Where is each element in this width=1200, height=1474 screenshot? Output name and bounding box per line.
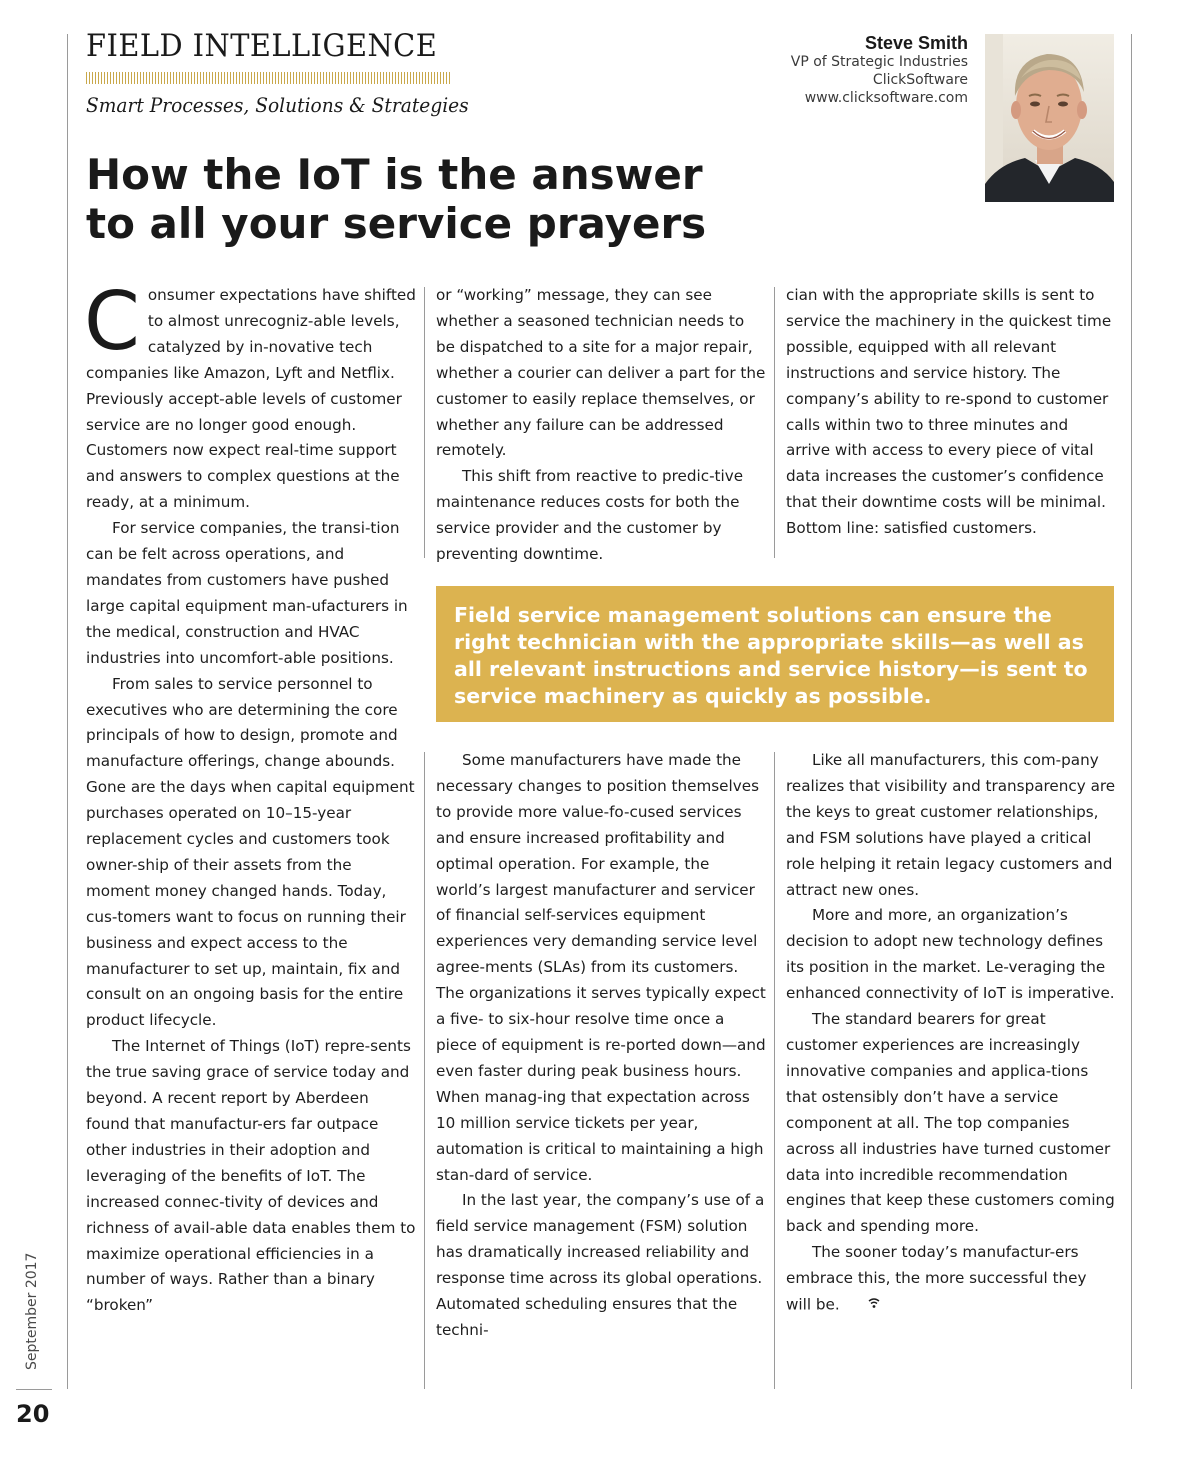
headline	[86, 150, 786, 248]
author-website: www.clicksoftware.com	[804, 90, 968, 106]
column-rule	[424, 752, 425, 1389]
paragraph: Some manufacturers have made the necessary changes to position themselves to provide more value-fo-cused services and ensure increased profitability and optimal operation. For example, the world’s largest manufacturer and servicer of financial self-services equipment experiences very demanding service level agree-ments (SLAs) from its customers. The organizations it serves typically expect a five- to six-hour resolve time once a piece of equipment is re-ported down—and even faster during peak business hours. When manag-ing that expectation across 10 million service tickets per year, automation is critical to maintaining a high stan-dard of service.	[436, 751, 766, 1184]
paragraph: This shift from reactive to predic-tive maintenance reduces costs for both the service provider and the customer by preventing downtime.	[436, 467, 744, 564]
issue-date: September 2017	[24, 1252, 40, 1370]
section-subtitle: Smart Processes, Solutions & Strategies	[86, 93, 469, 117]
column-rule	[424, 287, 425, 558]
author-block	[791, 33, 968, 107]
paragraph: From sales to service personnel to executives who are determining the core principals of how to design, promote and manufacture offerings, change abounds. Gone are the days when capital equipment purchases operated on 10–15-year replacement cycles and customers took owner-ship of their assets from the moment money changed hands. Today, cus-tomers want to focus on running their business and expect access to the manufacturer to set up, maintain, fix and consult on an ongoing basis for the entire product lifecycle.	[86, 674, 415, 1030]
author-portrait	[985, 34, 1114, 202]
author-title: VP of Strategic Industries	[790, 54, 968, 70]
drop-cap: C	[84, 275, 140, 368]
paragraph: The sooner today’s manufactur-ers embrace this, the more successful they will be.	[786, 1240, 1116, 1318]
paragraph: For service companies, the transi-tion can be felt across operations, and mandates from customers have pushed large capital equipment man-ufacturers in the medical, construction and HVAC industries into uncomfort-able positions.	[86, 519, 408, 667]
page-number-rule	[16, 1389, 52, 1390]
article-column-2-top	[436, 283, 766, 568]
section-title: FIELD INTELLIGENCE	[86, 28, 438, 64]
paragraph: Like all manufacturers, this com-pany realizes that visibility and transparency are the keys to great customer relationships, and FSM solutions have played a critical role helping it retain legacy customers and attract new ones.	[786, 751, 1116, 899]
decorative-hatch-bar	[86, 72, 450, 84]
page-number: 20	[16, 1400, 50, 1428]
paragraph: The Internet of Things (IoT) repre-sents the true saving grace of service today and beyond. A recent report by Aberdeen found that manufactur-ers far outpace other industries in their adoption and leveraging of the benefits of IoT. The increased connec-tivity of devices and richness of avail-able data enables them to maximize operational efficiencies in a number of ways. Rather than a binary “broken”	[86, 1037, 416, 1315]
article-column-3-top	[786, 283, 1116, 542]
article-column-2-bottom	[436, 748, 766, 1344]
paragraph: or “working” message, they can see whether a seasoned technician needs to be dispatched to a site for a major repair, whether a courier can deliver a part for the customer to easily replace themselves, or whether any failure can be addressed remotely.	[436, 286, 766, 460]
paragraph: In the last year, the company’s use of a field service management (FSM) solution has dramatically increased reliability and response time across its global operations. Automated scheduling ensures that the techni-	[436, 1191, 765, 1339]
wifi-end-icon	[842, 1292, 880, 1318]
headline-line-2: to all your service prayers	[86, 199, 707, 248]
column-rule	[774, 287, 775, 558]
author-name: Steve Smith	[864, 33, 968, 53]
article-column-3-bottom	[786, 748, 1116, 1318]
column-rule	[774, 752, 775, 1389]
headline-line-1: How the IoT is the answer	[86, 150, 703, 199]
author-company: ClickSoftware	[872, 72, 968, 88]
paragraph: cian with the appropriate skills is sent to service the machinery in the quickest time possible, equipped with all relevant instructions and service history. The company’s ability to re-spond to customer calls within two to three minutes and arrive with access to every piece of vital data increases the customer’s confidence that their downtime costs will be minimal. Bottom line: satisfied customers.	[786, 286, 1112, 538]
paragraph: Consumer expectations have shifted to almost unrecogniz-able levels, catalyzed by in-novative tech companies like Amazon, Lyft and Netflix. Previously accept-able levels of customer service are no longer good enough. Customers now expect real-time support and answers to complex questions at the ready, at a minimum.	[84, 275, 416, 512]
paragraph: The standard bearers for great customer experiences are increasingly innovative companies and applica-tions that ostensibly don’t have a service component at all. The top companies across all industries have turned customer data into incredible recommendation engines that keep these customers coming back and spending more.	[786, 1010, 1115, 1236]
right-margin-rule	[1131, 34, 1132, 1389]
paragraph: More and more, an organization’s decision to adopt new technology defines its position in the market. Le-veraging the enhanced connectivity of IoT is imperative.	[786, 906, 1115, 1003]
left-margin-rule	[67, 34, 68, 1389]
pull-quote: Field service management solutions can ensure the right technician with the appropriate skills—as well as all relevant instructions and service history—is sent to service machinery as quickly as possible.	[436, 586, 1114, 722]
article-column-1	[84, 275, 416, 1319]
